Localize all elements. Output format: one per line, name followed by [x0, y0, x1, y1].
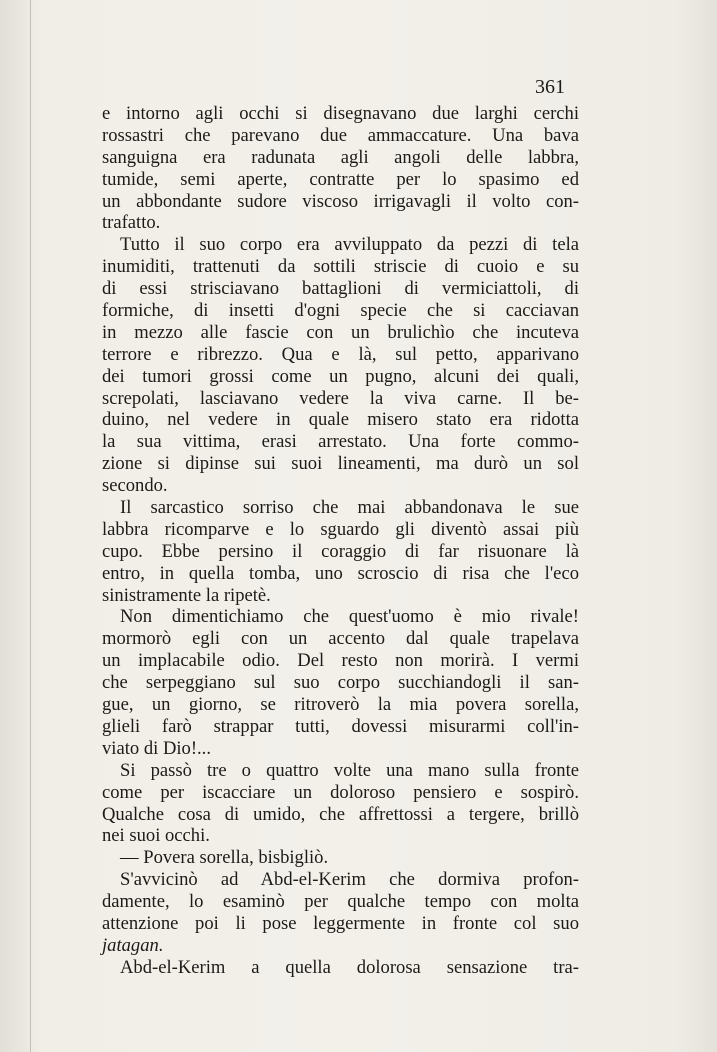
text-line: formiche, di insetti d'ogni specie che si cacciavan — [102, 300, 579, 322]
page-text — [102, 103, 579, 979]
page-fold-line — [30, 0, 31, 1052]
page-number: 361 — [535, 76, 565, 98]
text-line: dei tumori grossi come un pugno, alcuni dei quali, — [102, 365, 579, 387]
text-line: glieli farò strappar tutti, dovessi misurarmi coll'in- — [102, 715, 579, 737]
text-line: zione si dipinse sui suoi lineamenti, ma durò un sol — [102, 453, 579, 475]
text-line: un abbondante sudore viscoso irrigavagli il volto con- — [102, 190, 579, 212]
text-line: attenzione poi li pose leggermente in fronte col suo — [102, 912, 579, 934]
text-line: sinistramente la ripetè. — [102, 584, 271, 606]
text-line: inumiditi, trattenuti da sottili striscie di cuoio e su — [102, 256, 579, 278]
text-line: S'avvicinò ad Abd-el-Kerim che dormiva profon- — [120, 869, 579, 891]
text-line: secondo. — [102, 475, 168, 497]
text-line: trafatto. — [102, 212, 161, 234]
text-line: Non dimentichiamo che quest'uomo è mio rivale! — [120, 606, 579, 628]
text-line: un implacabile odio. Del resto non morirà. I vermi — [102, 650, 579, 672]
text-line: la sua vittima, erasi arrestato. Una forte commo- — [102, 431, 579, 453]
text-line: di essi strisciavano battaglioni di vermiciattoli, di — [102, 278, 579, 300]
text-line: cupo. Ebbe persino il coraggio di far risuonare là — [102, 540, 579, 562]
text-line: entro, in quella tomba, uno scroscio di risa che l'eco — [102, 562, 579, 584]
text-line: labbra ricomparve e lo sguardo gli diventò assai più — [102, 518, 579, 540]
text-line: screpolati, lasciavano vedere la viva carne. Il be- — [102, 387, 579, 409]
text-line: gue, un giorno, se ritroverò la mia povera sorella, — [102, 694, 579, 716]
text-line: damente, lo esaminò per qualche tempo con molta — [102, 891, 579, 913]
text-line: — Povera sorella, bisbigliò. — [120, 847, 329, 869]
text-line: rossastri che parevano due ammaccature. Una bava — [102, 124, 579, 146]
text-line: che serpeggiano sul suo corpo succhiandogli il san- — [102, 672, 579, 694]
text-line: terrore e ribrezzo. Qua e là, sul petto, apparivano — [102, 343, 579, 365]
text-line: Il sarcastico sorriso che mai abbandonava le sue — [120, 497, 579, 519]
text-line: nei suoi occhi. — [102, 825, 210, 847]
text-line: Tutto il suo corpo era avviluppato da pezzi di tela — [120, 234, 579, 256]
text-line: sanguigna era radunata agli angoli delle labbra, — [102, 146, 579, 168]
text-line: Qualche cosa di umido, che affrettossi a tergere, brillò — [102, 803, 579, 825]
text-line: Abd-el-Kerim a quella dolorosa sensazione tra- — [120, 956, 579, 978]
text-line: e intorno agli occhi si disegnavano due larghi cerchi — [102, 103, 579, 124]
text-line: come per iscacciare un doloroso pensiero e sospirò. — [102, 781, 579, 803]
text-line: mormorò egli con un accento dal quale trapelava — [102, 628, 579, 650]
text-line: Si passò tre o quattro volte una mano sulla fronte — [120, 759, 579, 781]
text-line: jatagan. — [102, 934, 164, 956]
text-line: viato di Dio!... — [102, 737, 211, 759]
text-line: tumide, semi aperte, contratte per lo spasimo ed — [102, 168, 579, 190]
text-line: duino, nel vedere in quale misero stato era ridotta — [102, 409, 579, 431]
text-line: in mezzo alle fascie con un brulichìo che incuteva — [102, 321, 579, 343]
